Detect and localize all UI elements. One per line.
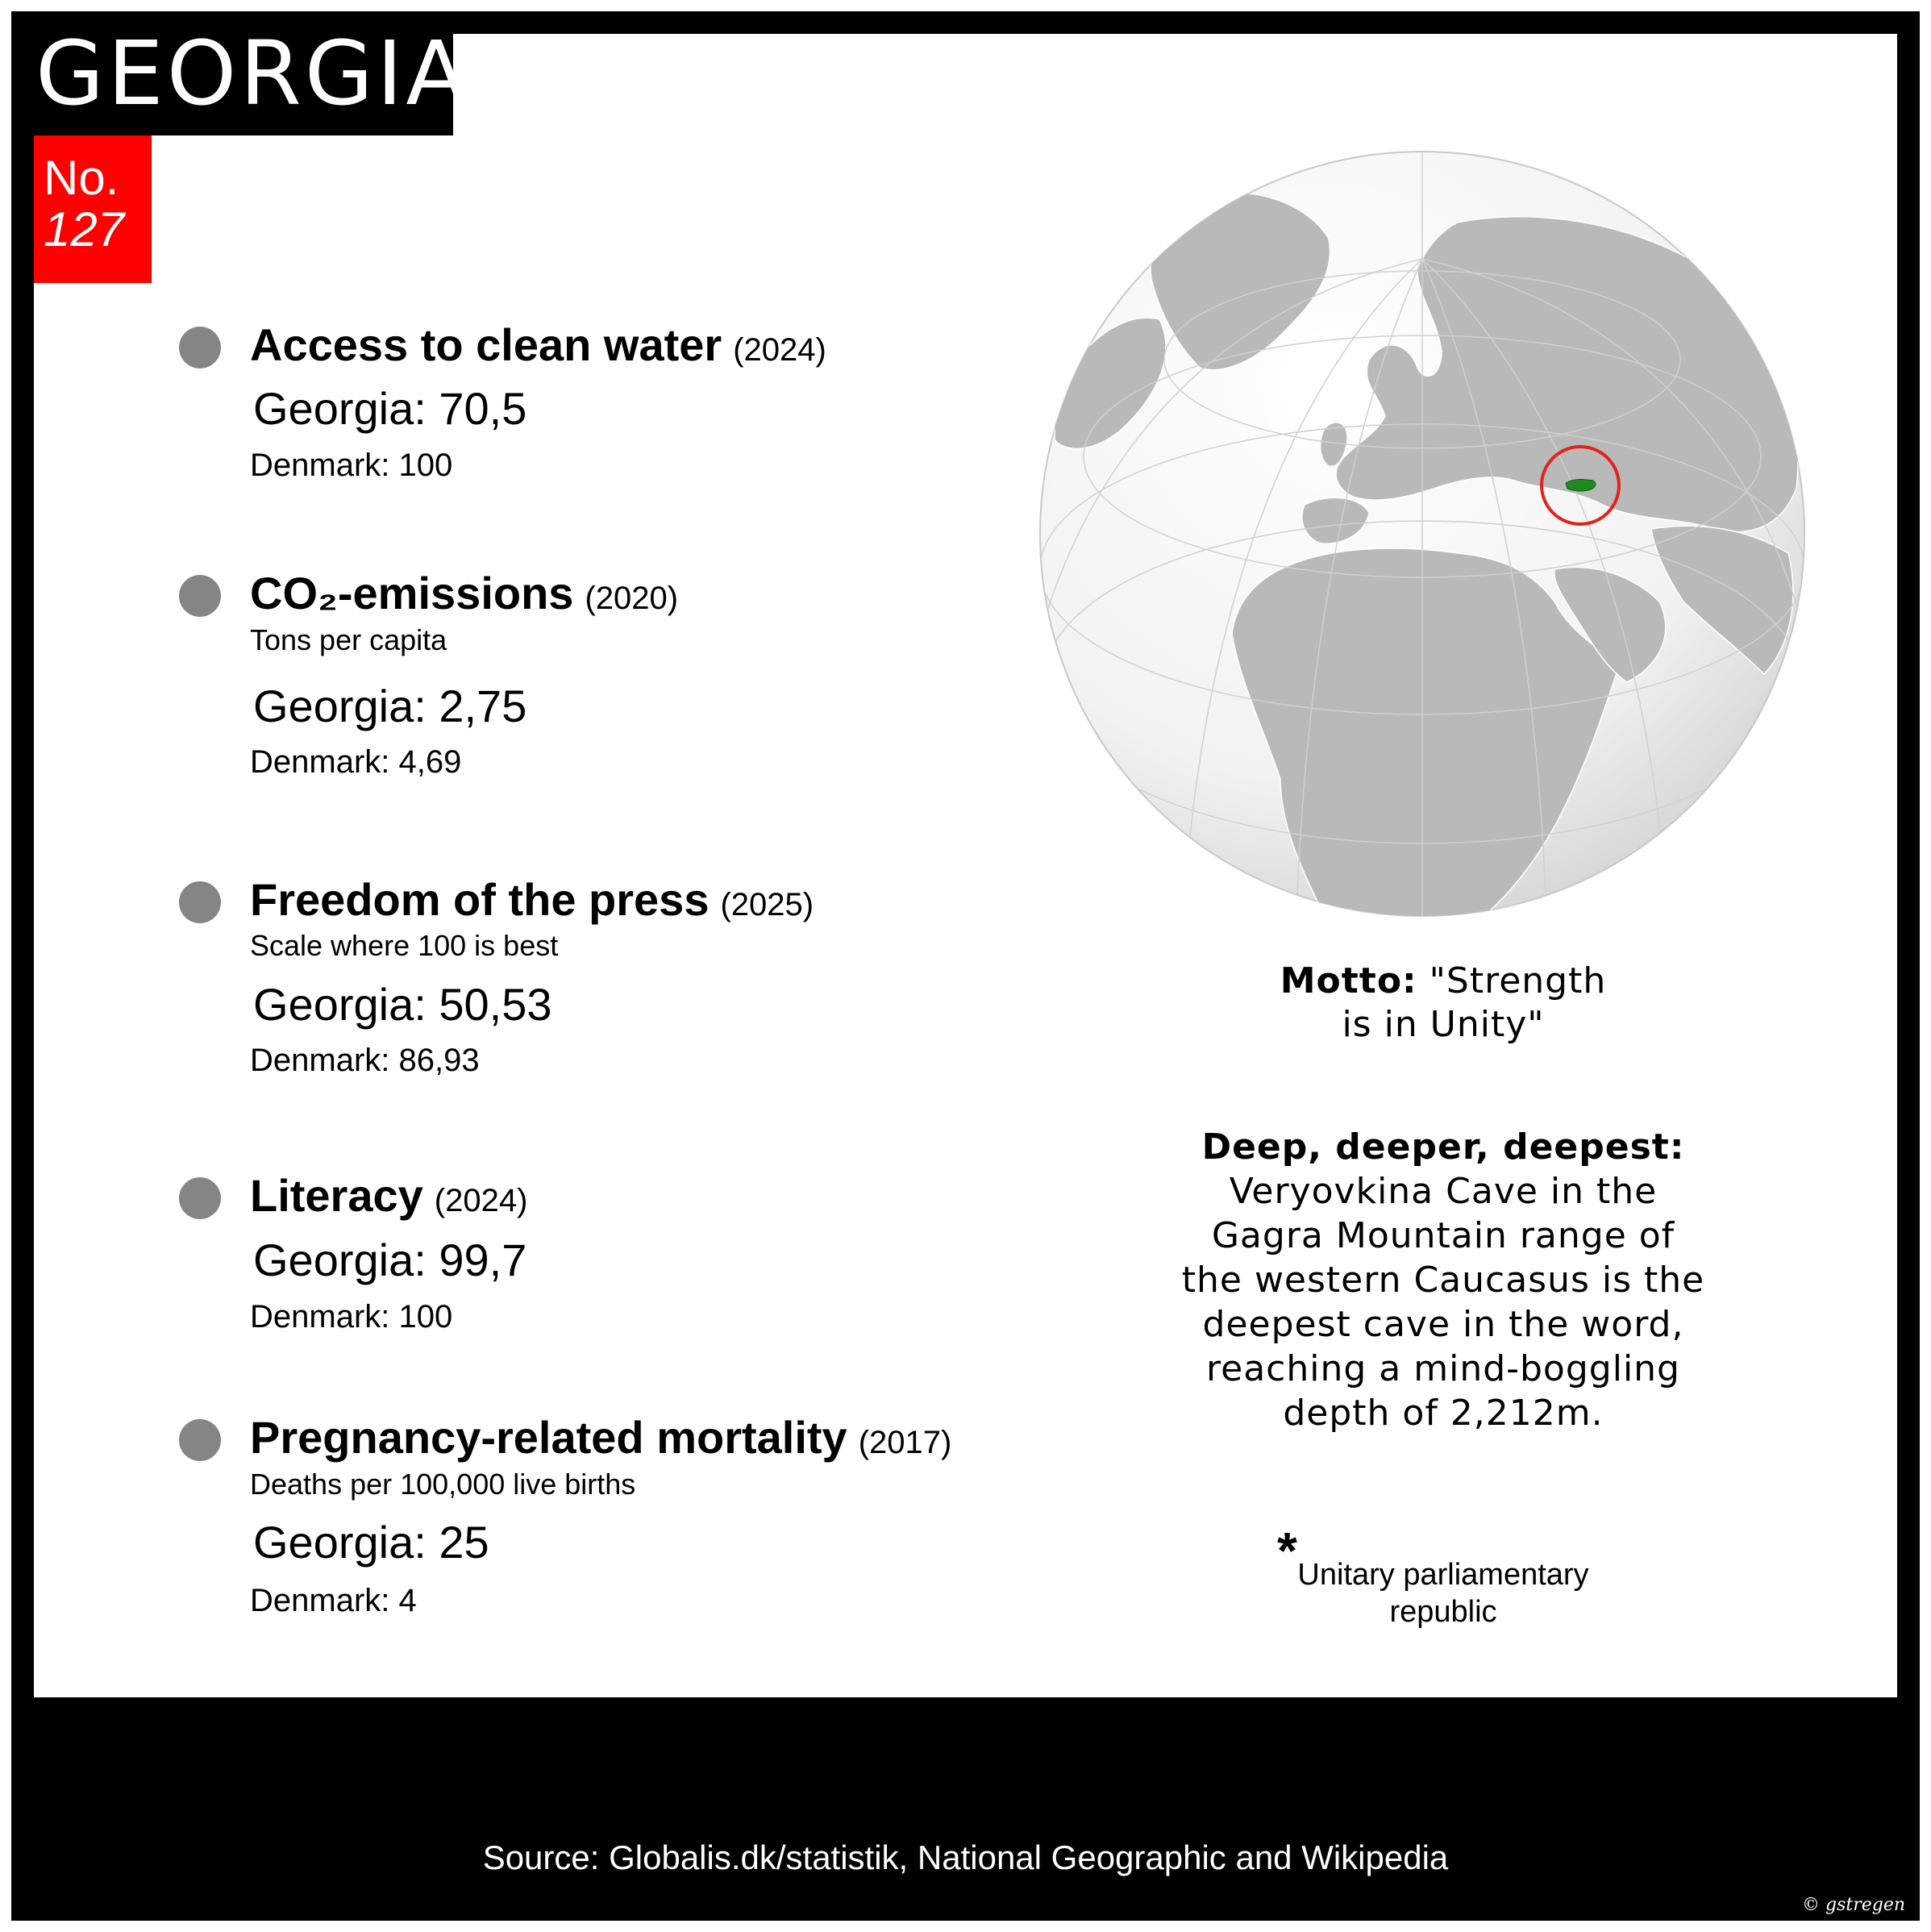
fun-fact	[1161, 1125, 1725, 1435]
stat-heading	[250, 1411, 951, 1464]
bullet-icon	[179, 575, 221, 617]
stat-heading	[250, 319, 826, 371]
stat-title: CO₂-emissions	[250, 568, 574, 618]
stat-year: (2025)	[720, 887, 814, 922]
gov-line2: republic	[1389, 1595, 1497, 1629]
artist-signature: © gstregen	[1802, 1895, 1906, 1915]
georgia-highlight	[1566, 479, 1596, 491]
fact-line: reaching a mind-boggling	[1206, 1348, 1680, 1389]
stat-year: (2020)	[585, 581, 679, 616]
badge-number: 127	[44, 202, 125, 256]
country-title: GEORGIA	[35, 22, 470, 125]
fact-line: the western Caucasus is the	[1181, 1260, 1705, 1301]
fact-line: Veryovkina Cave in the	[1229, 1171, 1658, 1212]
denmark-value: Denmark: 100	[250, 448, 453, 483]
stat-year: (2024)	[434, 1183, 528, 1218]
number-badge	[34, 135, 152, 283]
stat-heading	[250, 873, 814, 926]
fact-line: depth of 2,212m.	[1283, 1393, 1604, 1434]
bullet-icon	[179, 881, 221, 923]
globe-svg	[1038, 150, 1806, 918]
fact-line: deepest cave in the word,	[1202, 1304, 1684, 1345]
badge-label: No.	[44, 151, 119, 205]
stat-year: (2017)	[858, 1425, 952, 1460]
denmark-value: Denmark: 100	[250, 1299, 453, 1334]
stat-title: Freedom of the press	[250, 874, 710, 925]
stat-subtitle: Scale where 100 is best	[250, 929, 559, 962]
motto-label: Motto:	[1280, 960, 1417, 1001]
motto-line1: "Strength	[1429, 960, 1607, 1001]
stat-heading	[250, 1169, 527, 1222]
globe-map	[1038, 150, 1806, 918]
georgia-value: Georgia: 25	[253, 1517, 489, 1568]
motto	[1193, 960, 1693, 1047]
title-box	[11, 11, 470, 135]
government-type	[1242, 1522, 1645, 1630]
georgia-value: Georgia: 99,7	[253, 1235, 527, 1285]
stat-title: Literacy	[250, 1170, 423, 1221]
denmark-value: Denmark: 4	[250, 1583, 417, 1618]
bullet-icon	[179, 1177, 221, 1219]
bullet-icon	[179, 327, 221, 368]
stat-subtitle: Deaths per 100,000 live births	[250, 1468, 636, 1501]
denmark-value: Denmark: 4,69	[250, 744, 462, 780]
gov-line1: Unitary parliamentary	[1297, 1558, 1589, 1592]
stat-heading	[250, 567, 678, 619]
stat-subtitle: Tons per capita	[250, 623, 447, 656]
stat-title: Access to clean water	[250, 319, 722, 370]
motto-line2: is in Unity"	[1342, 1004, 1545, 1045]
stat-title: Pregnancy-related mortality	[250, 1412, 847, 1463]
source-credit: Source: Globalis.dk/statistik, National Geographic and Wikipedia	[482, 1838, 1449, 1876]
fact-line: Gagra Mountain range of	[1211, 1215, 1675, 1256]
denmark-value: Denmark: 86,93	[250, 1043, 480, 1078]
georgia-value: Georgia: 70,5	[253, 383, 527, 434]
georgia-value: Georgia: 2,75	[253, 681, 527, 731]
bullet-icon	[179, 1419, 221, 1461]
stat-year: (2024)	[733, 332, 826, 368]
georgia-value: Georgia: 50,53	[253, 979, 552, 1030]
asterisk: *	[1277, 1522, 1297, 1580]
fact-heading: Deep, deeper, deepest:	[1201, 1126, 1685, 1168]
